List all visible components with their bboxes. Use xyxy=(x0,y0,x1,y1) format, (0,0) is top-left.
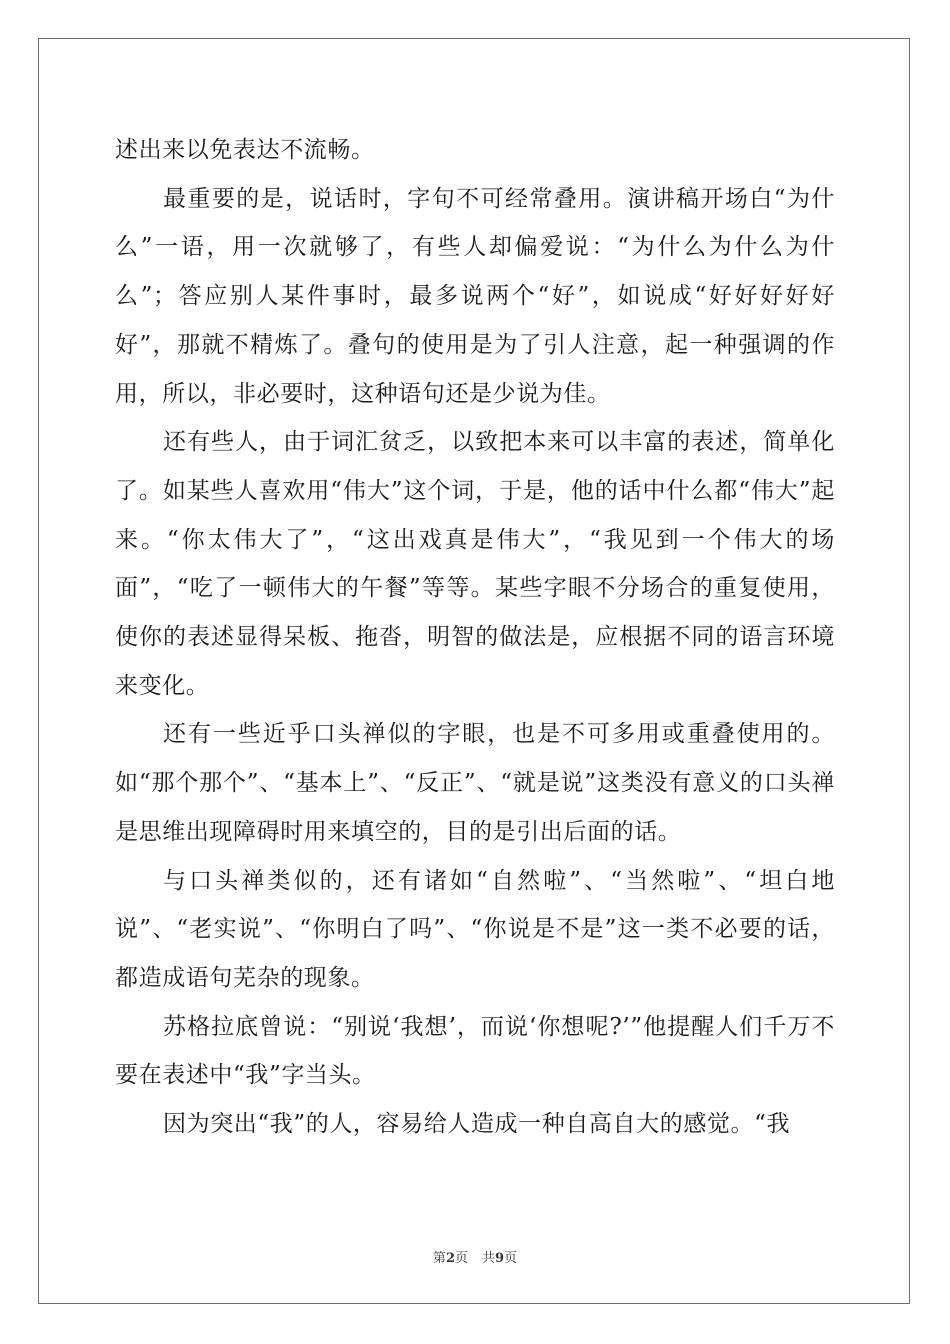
total-label-prefix: 共 xyxy=(482,1251,496,1266)
paragraph-5: 与口头禅类似的，还有诸如“自然啦”、“当然啦”、“坦白地说”、“老实说”、“你明白了吗”、“你说是不是”这一类不必要的话，都造成语句芜杂的现象。 xyxy=(115,867,835,991)
page-label-prefix: 第 xyxy=(432,1251,446,1266)
paragraph-4: 还有一些近乎口头禅似的字眼，也是不可多用或重叠使用的。如“那个那个”、“基本上”、“反正”、“就是说”这类没有意义的口头禅是思维出现障碍时用来填空的，目的是引出后面的话。 xyxy=(115,721,835,845)
paragraph-1: 述出来以免表达不流畅。 xyxy=(115,137,375,163)
total-label-suffix: 页 xyxy=(504,1251,518,1266)
page-footer xyxy=(0,1247,950,1266)
document-body xyxy=(115,126,835,1149)
current-page-number: 2 xyxy=(445,1251,455,1266)
paragraph-2: 最重要的是，说话时，字句不可经常叠用。演讲稿开场白“为什么”一语，用一次就够了，有些人却偏爱说：“为什么为什么为什么”；答应别人某件事时，最多说两个“好”，如说成“好好好好好好”，那就不精炼了。叠句的使用是为了引人注意，起一种强调的作用，所以，非必要时，这种语句还是少说为佳。 xyxy=(115,185,835,407)
total-pages-number: 9 xyxy=(495,1251,505,1266)
paragraph-6: 苏格拉底曾说：“别说‘我想’，而说‘你想呢?’”他提醒人们千万不要在表述中“我”字当头。 xyxy=(115,1013,835,1089)
paragraph-3: 还有些人，由于词汇贫乏，以致把本来可以丰富的表述，简单化了。如某些人喜欢用“伟大”这个词，于是，他的话中什么都“伟大”起来。“你太伟大了”，“这出戏真是伟大”，“我见到一个伟大的场面”，“吃了一顿伟大的午餐”等等。某些字眼不分场合的重复使用，使你的表述显得呆板、拖沓，明智的做法是，应根据不同的语言环境来变化。 xyxy=(115,429,835,699)
page-label-suffix: 页 xyxy=(454,1251,468,1266)
paragraph-7: 因为突出“我”的人，容易给人造成一种自高自大的感觉。“我 xyxy=(163,1111,791,1138)
